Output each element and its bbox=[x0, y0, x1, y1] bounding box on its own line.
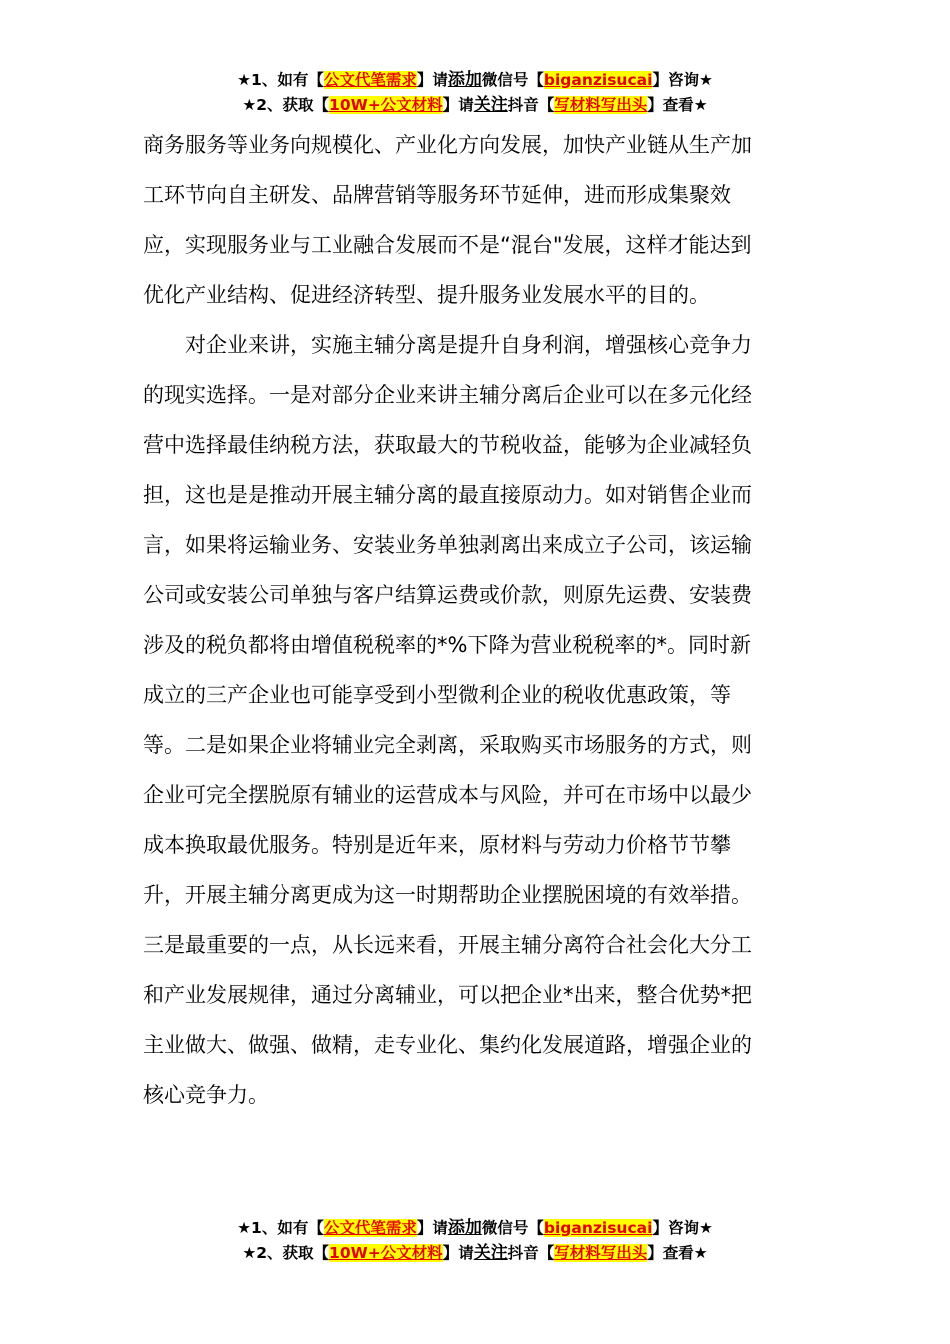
footer-banner bbox=[0, 1216, 950, 1266]
highlight-service: 公文代笔需求 bbox=[323, 71, 417, 89]
text-line: 三是最重要的一点，从长远来看，开展主辅分离符合社会化大分工 bbox=[143, 933, 752, 957]
highlight-wechat-id: biganzisucai bbox=[543, 1219, 653, 1237]
banner-line-1: ★1、如有【公文代笔需求】请添加微信号【biganzisucai】咨询★ bbox=[237, 1218, 713, 1238]
highlight-douyin-account: 写材料写出头 bbox=[554, 1244, 648, 1262]
highlight-douyin-account: 写材料写出头 bbox=[554, 96, 648, 114]
text-line: 的现实选择。一是对部分企业来讲主辅分离后企业可以在多元化经 bbox=[143, 383, 752, 407]
emphasis-follow: 关注 bbox=[473, 1243, 508, 1263]
highlight-service: 公文代笔需求 bbox=[323, 1219, 417, 1237]
text-line: 言，如果将运输业务、安装业务单独剥离出来成立子公司，该运输 bbox=[143, 533, 752, 557]
text-line: 营中选择最佳纳税方法，获取最大的节税收益，能够为企业减轻负 bbox=[143, 433, 752, 457]
highlight-wechat-id: biganzisucai bbox=[543, 71, 653, 89]
text-line: 和产业发展规律，通过分离辅业，可以把企业*出来，整合优势*把 bbox=[143, 983, 752, 1007]
text-line: 核心竞争力。 bbox=[143, 1083, 269, 1107]
text-line: 优化产业结构、促进经济转型、提升服务业发展水平的目的。 bbox=[143, 283, 710, 307]
header-banner bbox=[0, 68, 950, 118]
emphasis-add: 添加 bbox=[447, 1218, 482, 1238]
paragraph-2 bbox=[143, 320, 807, 1120]
highlight-materials: 10W+公文材料 bbox=[329, 1244, 443, 1262]
text-line: 涉及的税负都将由增值税税率的*%下降为营业税税率的*。同时新 bbox=[143, 633, 751, 657]
document-body bbox=[143, 120, 807, 1120]
text-line: 成立的三产企业也可能享受到小型微利企业的税收优惠政策，等 bbox=[143, 683, 731, 707]
text-line: 商务服务等业务向规模化、产业化方向发展，加快产业链从生产加 bbox=[143, 133, 752, 157]
text-line: 升，开展主辅分离更成为这一时期帮助企业摆脱困境的有效举措。 bbox=[143, 883, 752, 907]
banner-line-1: ★1、如有【公文代笔需求】请添加微信号【biganzisucai】咨询★ bbox=[237, 70, 713, 90]
banner-line-2: ★2、获取【10W+公文材料】请关注抖音【写材料写出头】查看★ bbox=[242, 1243, 708, 1263]
highlight-materials: 10W+公文材料 bbox=[329, 96, 443, 114]
text-line: 应，实现服务业与工业融合发展而不是“混台"发展，这样才能达到 bbox=[143, 233, 752, 257]
text-line: 对企业来讲，实施主辅分离是提升自身利润，增强核心竞争力 bbox=[185, 333, 752, 357]
text-line: 主业做大、做强、做精，走专业化、集约化发展道路，增强企业的 bbox=[143, 1033, 752, 1057]
text-line: 担，这也是是推动开展主辅分离的最直接原动力。如对销售企业而 bbox=[143, 483, 752, 507]
text-line: 等。二是如果企业将辅业完全剥离，采取购买市场服务的方式，则 bbox=[143, 733, 752, 757]
emphasis-add: 添加 bbox=[447, 70, 482, 90]
emphasis-follow: 关注 bbox=[473, 95, 508, 115]
text-line: 公司或安装公司单独与客户结算运费或价款，则原先运费、安装费 bbox=[143, 583, 752, 607]
text-line: 工环节向自主研发、品牌营销等服务环节延伸，进而形成集聚效 bbox=[143, 183, 731, 207]
text-line: 企业可完全摆脱原有辅业的运营成本与风险，并可在市场中以最少 bbox=[143, 783, 752, 807]
paragraph-1 bbox=[143, 120, 807, 320]
text-line: 成本换取最优服务。特别是近年来，原材料与劳动力价格节节攀 bbox=[143, 833, 731, 857]
banner-line-2: ★2、获取【10W+公文材料】请关注抖音【写材料写出头】查看★ bbox=[242, 95, 708, 115]
